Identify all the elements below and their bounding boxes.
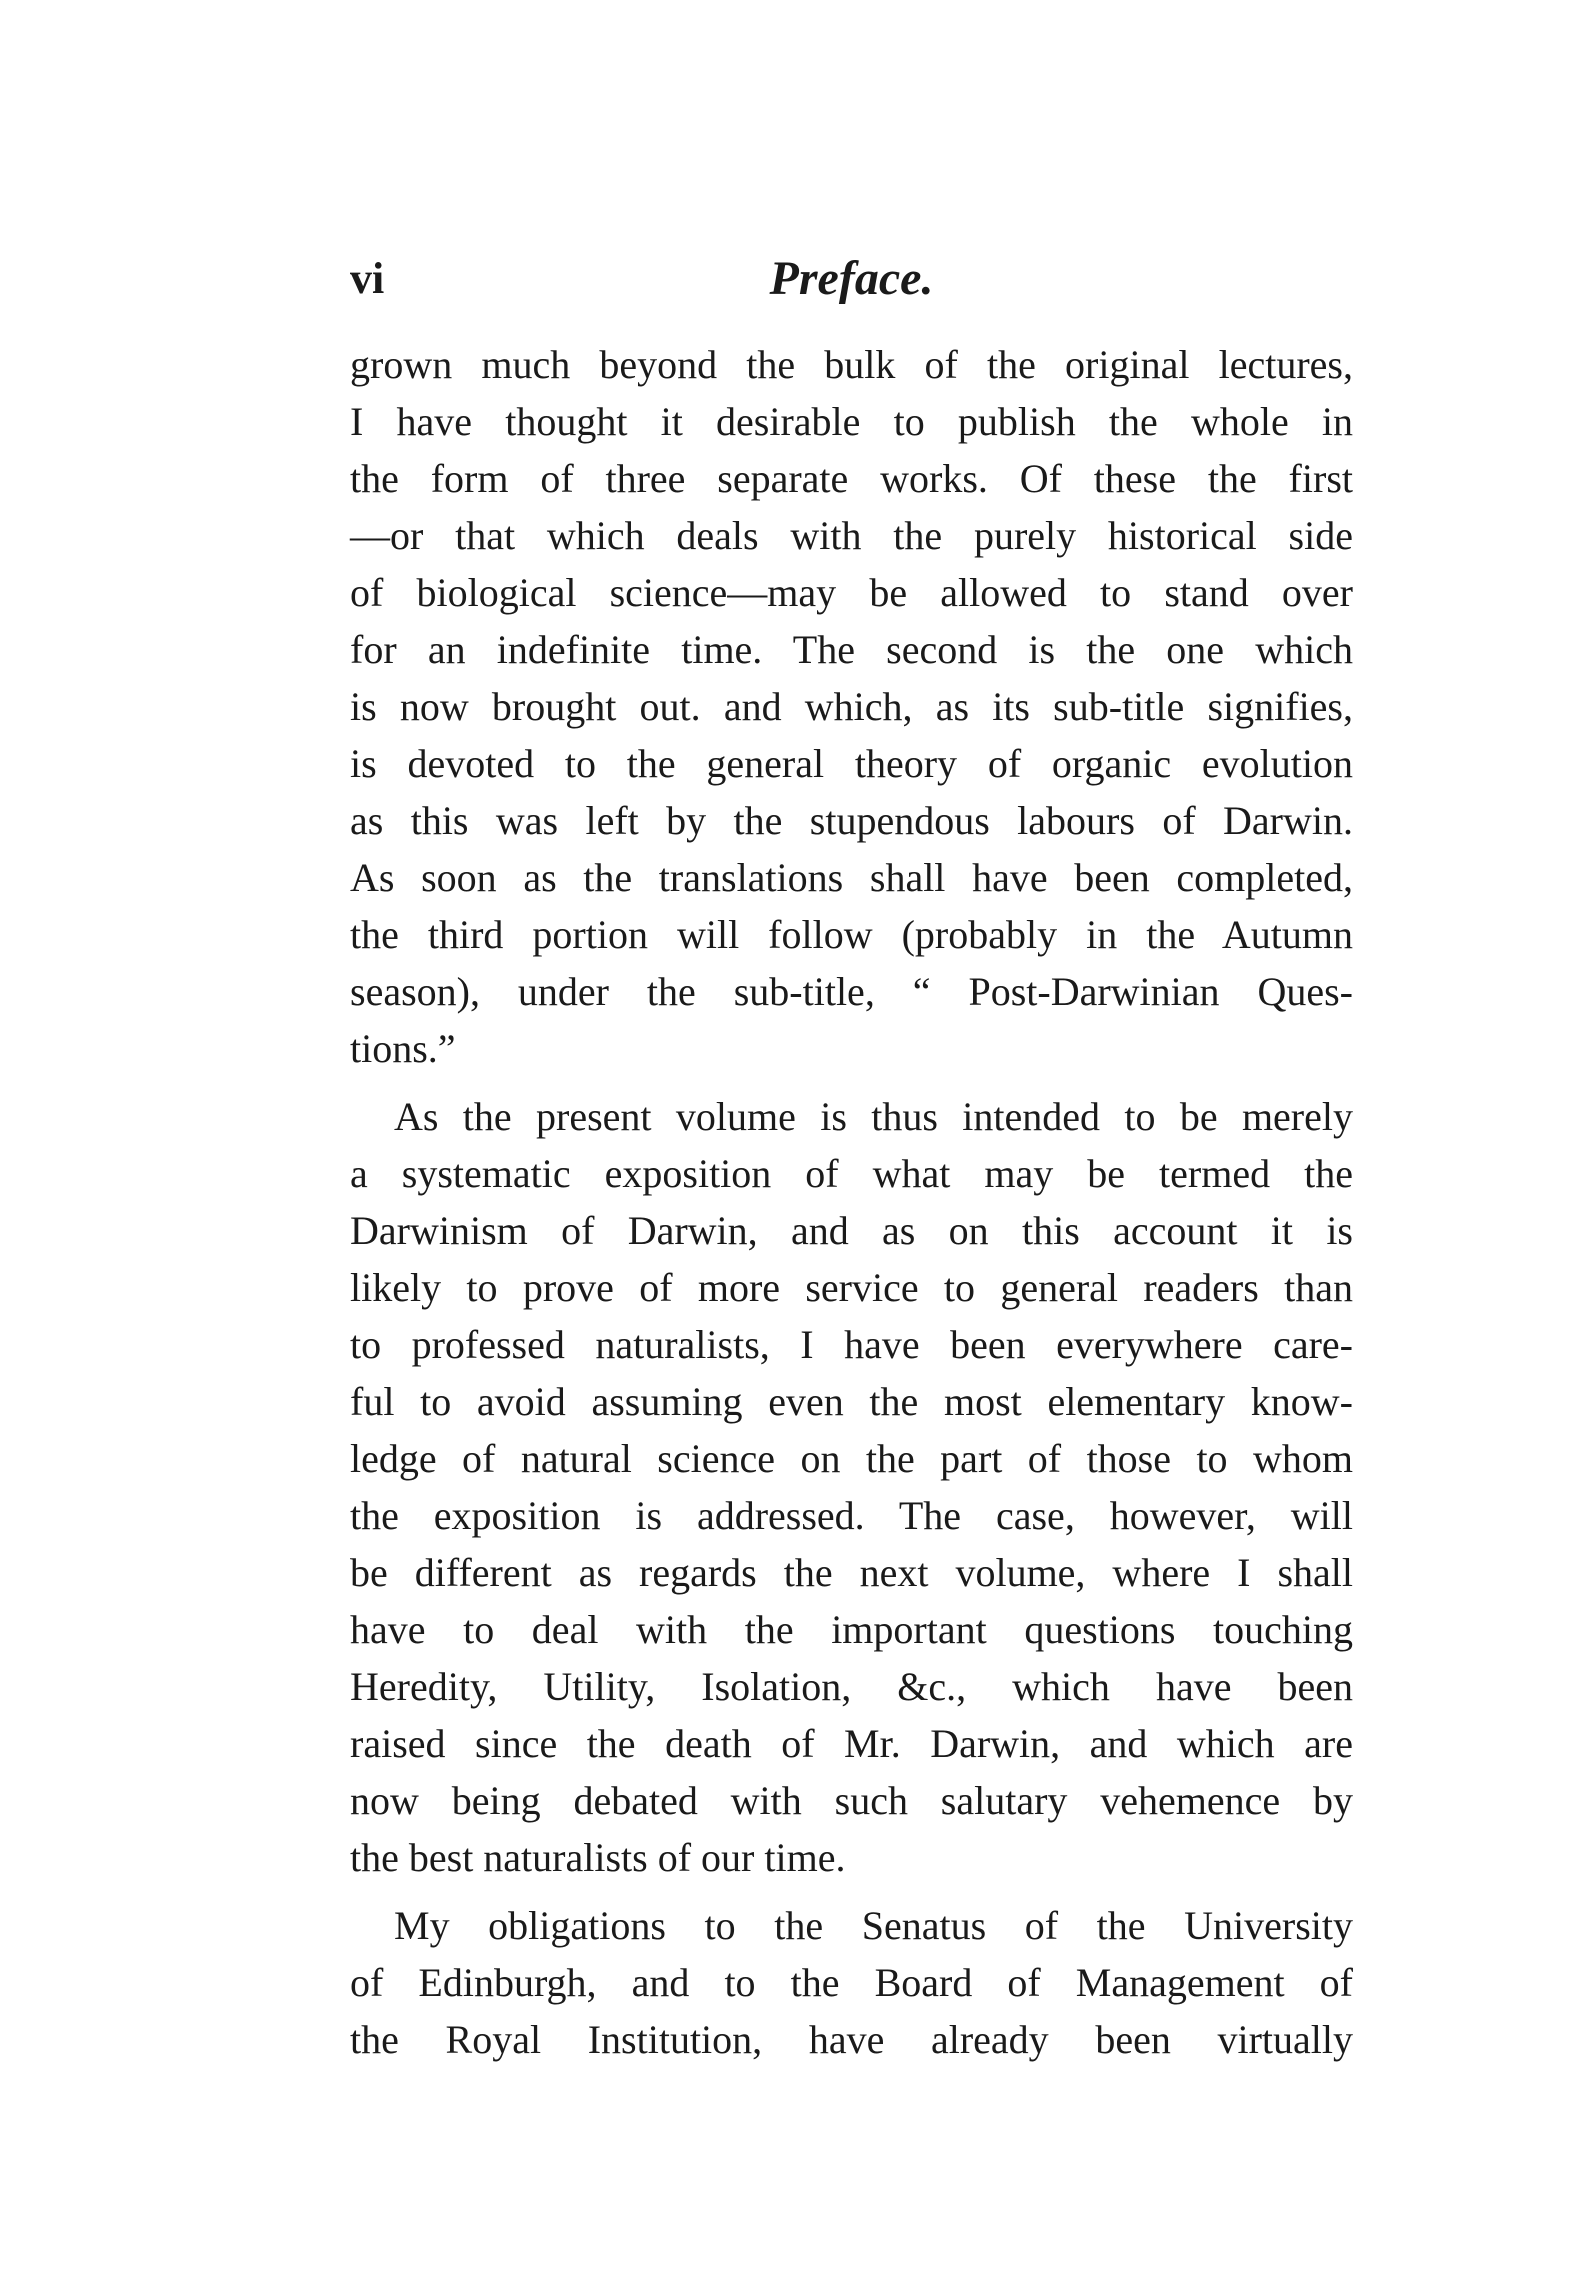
text-line: is devoted to the general theory of organic evolution [350, 741, 1353, 786]
text-line: to professed naturalists, I have been everywhere care- [350, 1322, 1353, 1367]
text-line: the Royal Institution, have already been virtually [350, 2017, 1353, 2062]
text-line: now being debated with such salutary vehemence by [350, 1778, 1353, 1823]
running-title: Preface. [769, 252, 934, 305]
paragraph [350, 1088, 1353, 1886]
text-line: season), under the sub-title, “ Post-Darwinian Ques- [350, 969, 1353, 1014]
page-number: vi [350, 254, 385, 303]
text-line: ledge of natural science on the part of those to whom [350, 1436, 1353, 1481]
text-line: as this was left by the stupendous labours of Darwin. [350, 798, 1353, 843]
page-body [350, 336, 1353, 2079]
text-line: As the present volume is thus intended to be merely [394, 1094, 1353, 1139]
text-line: Heredity, Utility, Isolation, &c., which have been [350, 1664, 1353, 1709]
text-line: My obligations to the Senatus of the University [394, 1903, 1353, 1948]
text-line: of Edinburgh, and to the Board of Management of [350, 1960, 1353, 2005]
text-line: I have thought it desirable to publish the whole in [350, 399, 1353, 444]
text-line: As soon as the translations shall have been completed, [350, 855, 1353, 900]
text-line: likely to prove of more service to general readers than [350, 1265, 1353, 1310]
text-line: for an indefinite time. The second is the one which [350, 627, 1353, 672]
text-line: tions.” [350, 1026, 456, 1071]
text-line: raised since the death of Mr. Darwin, and which are [350, 1721, 1353, 1766]
text-line: ful to avoid assuming even the most elementary know- [350, 1379, 1353, 1424]
text-line: the form of three separate works. Of these the first [350, 456, 1353, 501]
text-line: the best naturalists of our time. [350, 1835, 846, 1880]
text-line: the third portion will follow (probably in the Autumn [350, 912, 1353, 957]
paragraph [350, 1897, 1353, 2068]
text-line: grown much beyond the bulk of the original lectures, [350, 342, 1353, 387]
text-line: —or that which deals with the purely historical side [350, 513, 1353, 558]
text-line: be different as regards the next volume, where I shall [350, 1550, 1353, 1595]
text-line: Darwinism of Darwin, and as on this account it is [350, 1208, 1353, 1253]
text-line: a systematic exposition of what may be termed the [350, 1151, 1353, 1196]
text-line: the exposition is addressed. The case, however, will [350, 1493, 1353, 1538]
page-header [350, 250, 1353, 307]
paragraph [350, 336, 1353, 1077]
text-line: have to deal with the important questions touching [350, 1607, 1353, 1652]
text-line: is now brought out. and which, as its sub-title signifies, [350, 684, 1353, 729]
text-line: of biological science—may be allowed to stand over [350, 570, 1353, 615]
